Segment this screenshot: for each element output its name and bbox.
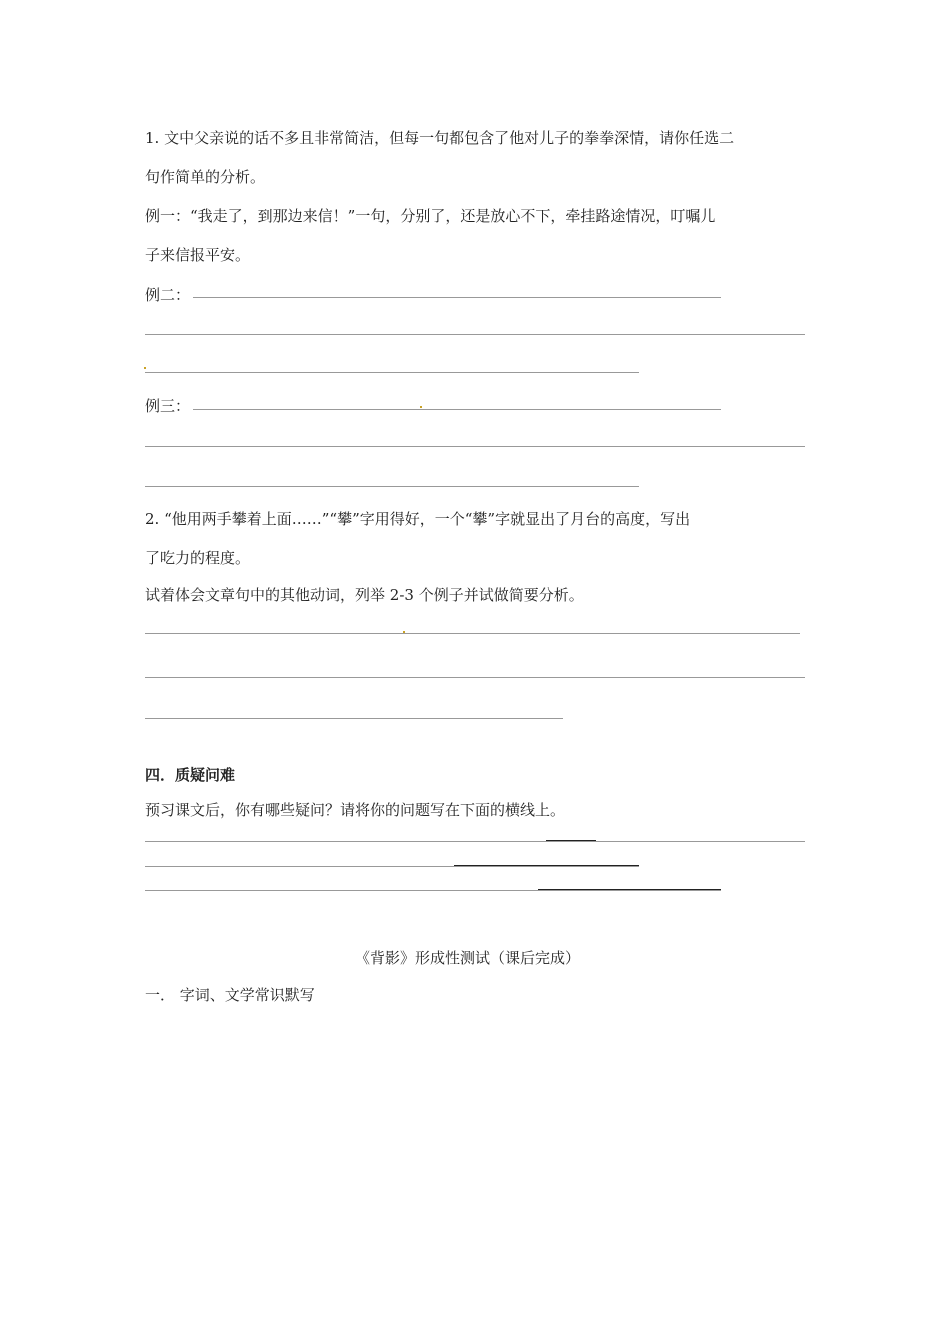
q1-example-1-line-2: 子来信报平安。 [145, 246, 251, 264]
q1-example-2-label: 例二： [145, 286, 191, 304]
section-4-heading: 四．质疑问难 [145, 766, 236, 784]
q1-line-1: 1. 文中父亲说的话不多且非常简洁，但每一句都包含了他对儿子的拳拳深情，请你任选二 [145, 129, 735, 147]
q2-line-2: 了吃力的程度。 [145, 549, 251, 567]
answer-line[interactable] [145, 890, 721, 891]
answer-line-accent [546, 840, 596, 841]
answer-line[interactable] [145, 677, 805, 678]
answer-line[interactable] [145, 718, 563, 719]
answer-line[interactable] [145, 866, 639, 867]
test-item-1: 一． 字词、文学常识默写 [145, 986, 315, 1004]
answer-line-accent [538, 889, 721, 890]
answer-line[interactable] [145, 633, 800, 634]
q1-example-1-line-1: 例一：“我走了，到那边来信！”一句，分别了，还是放心不下，牵挂路途情况，叮嘱儿 [145, 207, 716, 225]
answer-line[interactable] [145, 486, 639, 487]
q1-line-2: 句作简单的分析。 [145, 168, 266, 186]
answer-line[interactable] [145, 372, 639, 373]
test-title: 《背影》形成性测试（课后完成） [355, 949, 581, 967]
answer-line[interactable] [145, 446, 805, 447]
q1-example-3-label: 例三： [145, 397, 191, 415]
q2-line-3: 试着体会文章句中的其他动词，列举 2-3 个例子并试做简要分析。 [145, 586, 584, 604]
speck-mark [144, 367, 146, 369]
answer-line-accent [454, 865, 639, 866]
answer-line[interactable] [145, 841, 805, 842]
speck-mark [420, 406, 422, 408]
section-4-prompt: 预习课文后，你有哪些疑问？请将你的问题写在下面的横线上。 [145, 801, 566, 819]
answer-line[interactable] [193, 297, 721, 298]
answer-line[interactable] [145, 334, 805, 335]
q2-line-1: 2. “他用两手攀着上面……”“攀”字用得好，一个“攀”字就显出了月台的高度，写出 [145, 510, 691, 528]
speck-mark [403, 631, 405, 633]
answer-line[interactable] [193, 409, 721, 410]
